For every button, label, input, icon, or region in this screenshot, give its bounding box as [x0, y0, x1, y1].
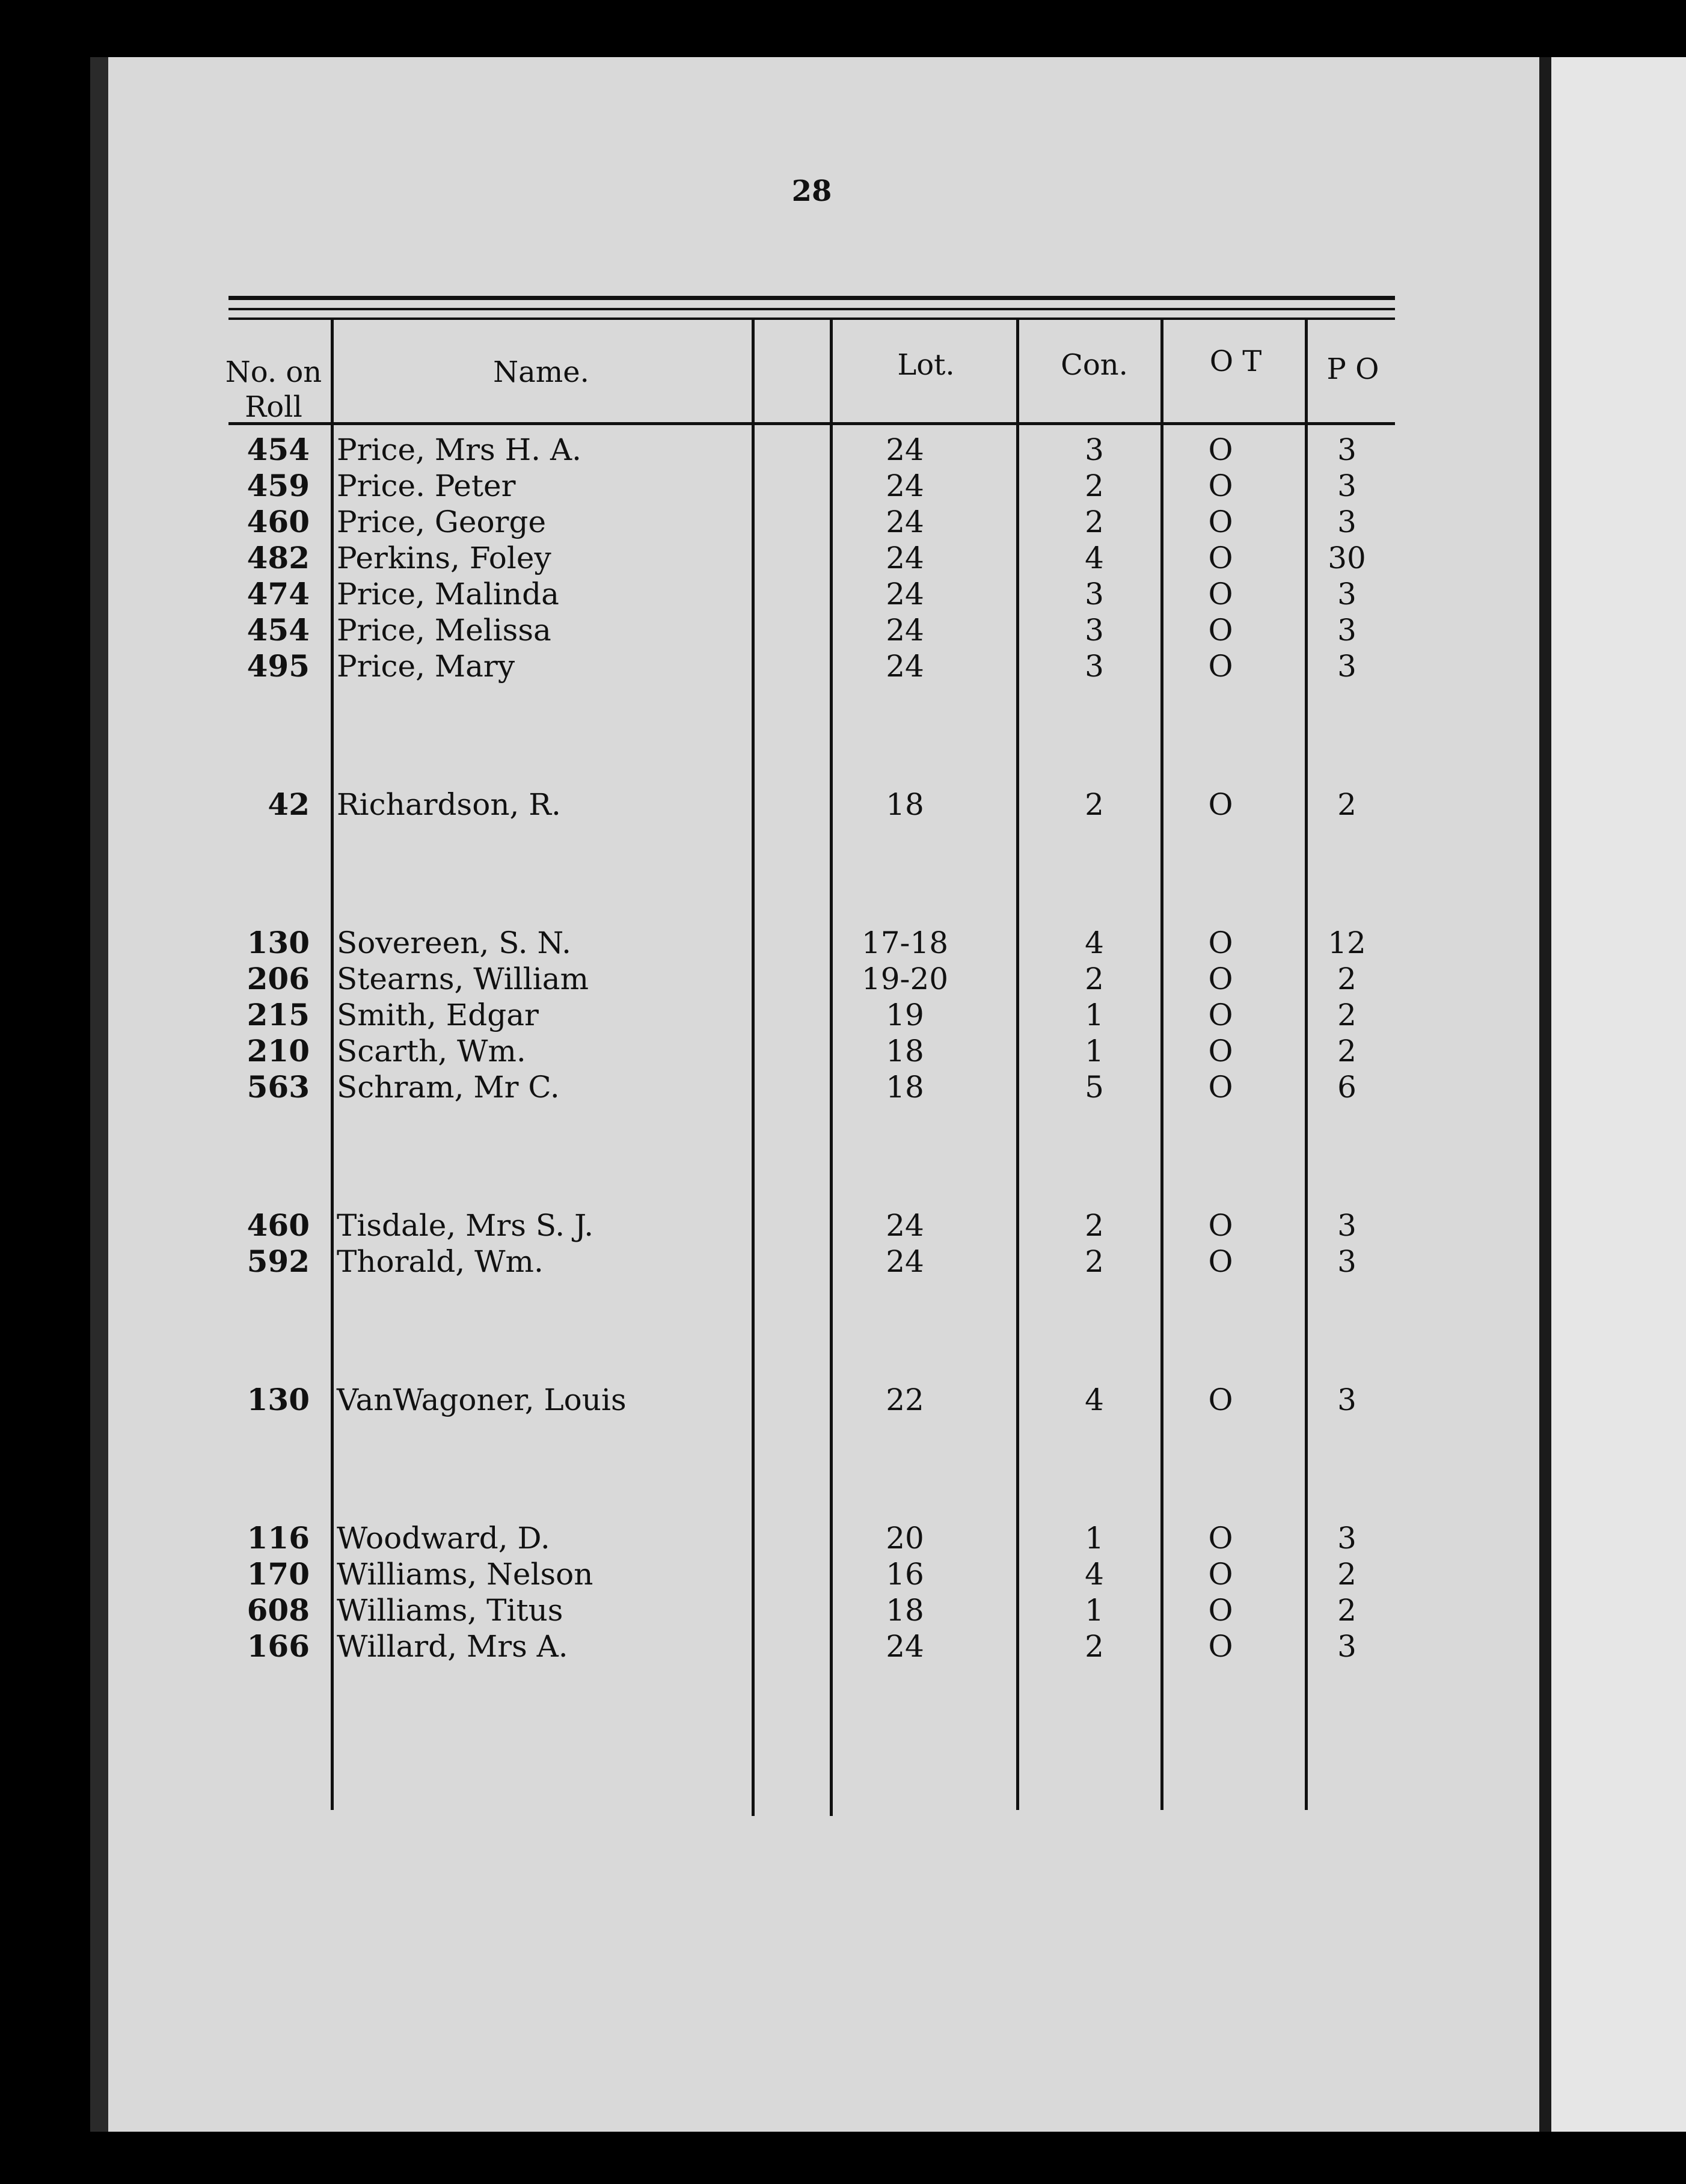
po-value: 3: [1337, 1382, 1356, 1417]
person-name: Williams, Titus: [337, 1593, 563, 1628]
table-row: [0, 1592, 1686, 1628]
table-row: [0, 1556, 1686, 1592]
ot-value: O: [1208, 541, 1233, 575]
top-rule-3: [228, 317, 1395, 320]
person-name: Thorald, Wm.: [337, 1244, 544, 1279]
po-value: 2: [1337, 787, 1356, 822]
lot-number: 24: [886, 613, 924, 648]
ot-value: O: [1208, 505, 1233, 539]
lot-number: 18: [886, 1593, 924, 1628]
concession-number: 3: [1085, 577, 1104, 612]
page-number: 28: [791, 174, 832, 208]
lot-number: 24: [886, 541, 924, 575]
roll-number: 495: [247, 648, 310, 684]
roll-number: 206: [247, 961, 310, 996]
table-row: [0, 1033, 1686, 1069]
roll-number: 608: [247, 1592, 310, 1628]
lot-number: 18: [886, 1034, 924, 1069]
concession-number: 2: [1085, 1629, 1104, 1664]
lot-number: 17-18: [861, 925, 949, 960]
ot-value: O: [1208, 1244, 1233, 1279]
person-name: Price, George: [337, 505, 547, 539]
roll-number: 42: [268, 787, 310, 822]
lot-number: 24: [886, 432, 924, 467]
table-row: [0, 432, 1686, 468]
concession-number: 4: [1085, 541, 1104, 575]
concession-number: 4: [1085, 1382, 1104, 1417]
top-rule-1: [228, 296, 1395, 300]
po-value: 3: [1337, 1244, 1356, 1279]
person-name: Price. Peter: [337, 468, 516, 503]
table-row: [0, 1628, 1686, 1664]
table-row: [0, 648, 1686, 684]
po-value: 3: [1337, 613, 1356, 648]
table-row: [0, 540, 1686, 576]
lot-number: 24: [886, 468, 924, 503]
roll-number: 460: [247, 504, 310, 539]
roll-number: 210: [247, 1033, 310, 1069]
po-value: 3: [1337, 1208, 1356, 1243]
ot-value: O: [1208, 962, 1233, 996]
table-row: [0, 997, 1686, 1033]
concession-number: 3: [1085, 613, 1104, 648]
header-po: P O: [1326, 352, 1379, 386]
po-value: 2: [1337, 998, 1356, 1032]
person-name: Tisdale, Mrs S. J.: [337, 1208, 594, 1243]
roll-number: 130: [247, 925, 310, 960]
person-name: Willard, Mrs A.: [337, 1629, 568, 1664]
po-value: 3: [1337, 1521, 1356, 1556]
ot-value: O: [1208, 787, 1233, 822]
table-row: [0, 1069, 1686, 1105]
lot-number: 24: [886, 1244, 924, 1279]
concession-number: 4: [1085, 925, 1104, 960]
ot-value: O: [1208, 613, 1233, 648]
person-name: Price, Mary: [337, 649, 515, 684]
concession-number: 2: [1085, 1208, 1104, 1243]
table-row: [0, 576, 1686, 612]
roll-number: 592: [247, 1244, 310, 1279]
lot-number: 20: [886, 1521, 924, 1556]
lot-number: 16: [886, 1557, 924, 1592]
roll-number: 460: [247, 1207, 310, 1243]
concession-number: 2: [1085, 962, 1104, 996]
header-name: Name.: [493, 355, 589, 389]
roll-number: 482: [247, 540, 310, 575]
header-bottom-rule: [228, 422, 1395, 425]
table-row: [0, 1244, 1686, 1280]
lot-number: 24: [886, 577, 924, 612]
ot-value: O: [1208, 649, 1233, 684]
roll-number: 130: [247, 1382, 310, 1417]
concession-number: 3: [1085, 649, 1104, 684]
ot-value: O: [1208, 925, 1233, 960]
lot-number: 24: [886, 1208, 924, 1243]
ot-value: O: [1208, 432, 1233, 467]
person-name: Schram, Mr C.: [337, 1070, 560, 1105]
roll-number: 474: [247, 576, 310, 612]
concession-number: 1: [1085, 998, 1104, 1032]
lot-number: 24: [886, 649, 924, 684]
po-value: 2: [1337, 1034, 1356, 1069]
lot-number: 19-20: [861, 962, 949, 996]
header-roll: [222, 355, 325, 425]
ot-value: O: [1208, 468, 1233, 503]
table-row: [0, 468, 1686, 504]
concession-number: 2: [1085, 505, 1104, 539]
po-value: 3: [1337, 432, 1356, 467]
header-roll-label: No. on Roll: [225, 355, 322, 424]
lot-number: 24: [886, 1629, 924, 1664]
ot-value: O: [1208, 1521, 1233, 1556]
ot-value: O: [1208, 1593, 1233, 1628]
lot-number: 22: [886, 1382, 924, 1417]
po-value: 30: [1328, 541, 1366, 575]
person-name: Richardson, R.: [337, 787, 561, 822]
person-name: Price, Malinda: [337, 577, 559, 612]
person-name: Williams, Nelson: [337, 1557, 593, 1592]
ot-value: O: [1208, 1629, 1233, 1664]
concession-number: 3: [1085, 432, 1104, 467]
po-value: 3: [1337, 649, 1356, 684]
person-name: Price, Melissa: [337, 613, 551, 648]
concession-number: 1: [1085, 1034, 1104, 1069]
person-name: Perkins, Foley: [337, 541, 551, 575]
concession-number: 5: [1085, 1070, 1104, 1105]
ot-value: O: [1208, 1382, 1233, 1417]
ot-value: O: [1208, 998, 1233, 1032]
ot-value: O: [1208, 1034, 1233, 1069]
person-name: Scarth, Wm.: [337, 1034, 526, 1069]
concession-number: 1: [1085, 1521, 1104, 1556]
roll-number: 170: [247, 1556, 310, 1592]
po-value: 3: [1337, 468, 1356, 503]
lot-number: 24: [886, 505, 924, 539]
table-row: [0, 925, 1686, 961]
header-lot: Lot.: [897, 348, 955, 382]
header-ot: O T: [1209, 345, 1262, 378]
roll-number: 116: [247, 1520, 310, 1556]
po-value: 3: [1337, 577, 1356, 612]
person-name: Woodward, D.: [337, 1521, 550, 1556]
po-value: 6: [1337, 1070, 1356, 1105]
table-row: [0, 504, 1686, 540]
lot-number: 19: [886, 998, 924, 1032]
po-value: 3: [1337, 1629, 1356, 1664]
ot-value: O: [1208, 577, 1233, 612]
lot-number: 18: [886, 1070, 924, 1105]
roll-number: 454: [247, 432, 310, 467]
table-row: [0, 961, 1686, 997]
header-con: Con.: [1061, 348, 1128, 382]
roll-number: 215: [247, 997, 310, 1032]
po-value: 2: [1337, 962, 1356, 996]
ot-value: O: [1208, 1070, 1233, 1105]
ot-value: O: [1208, 1208, 1233, 1243]
top-rule-2: [228, 308, 1395, 310]
roll-number: 166: [247, 1628, 310, 1664]
table-row: [0, 1207, 1686, 1244]
po-value: 3: [1337, 505, 1356, 539]
po-value: 2: [1337, 1557, 1356, 1592]
concession-number: 1: [1085, 1593, 1104, 1628]
concession-number: 4: [1085, 1557, 1104, 1592]
ot-value: O: [1208, 1557, 1233, 1592]
person-name: Sovereen, S. N.: [337, 925, 571, 960]
roll-number: 454: [247, 612, 310, 648]
concession-number: 2: [1085, 468, 1104, 503]
roll-number: 459: [247, 468, 310, 503]
table-row: [0, 787, 1686, 823]
person-name: Stearns, William: [337, 962, 589, 996]
table-row: [0, 1382, 1686, 1418]
table-row: [0, 612, 1686, 648]
person-name: Smith, Edgar: [337, 998, 539, 1032]
po-value: 12: [1328, 925, 1366, 960]
po-value: 2: [1337, 1593, 1356, 1628]
roll-number: 563: [247, 1069, 310, 1105]
concession-number: 2: [1085, 1244, 1104, 1279]
table-row: [0, 1520, 1686, 1556]
person-name: VanWagoner, Louis: [337, 1382, 627, 1417]
person-name: Price, Mrs H. A.: [337, 432, 581, 467]
concession-number: 2: [1085, 787, 1104, 822]
lot-number: 18: [886, 787, 924, 822]
